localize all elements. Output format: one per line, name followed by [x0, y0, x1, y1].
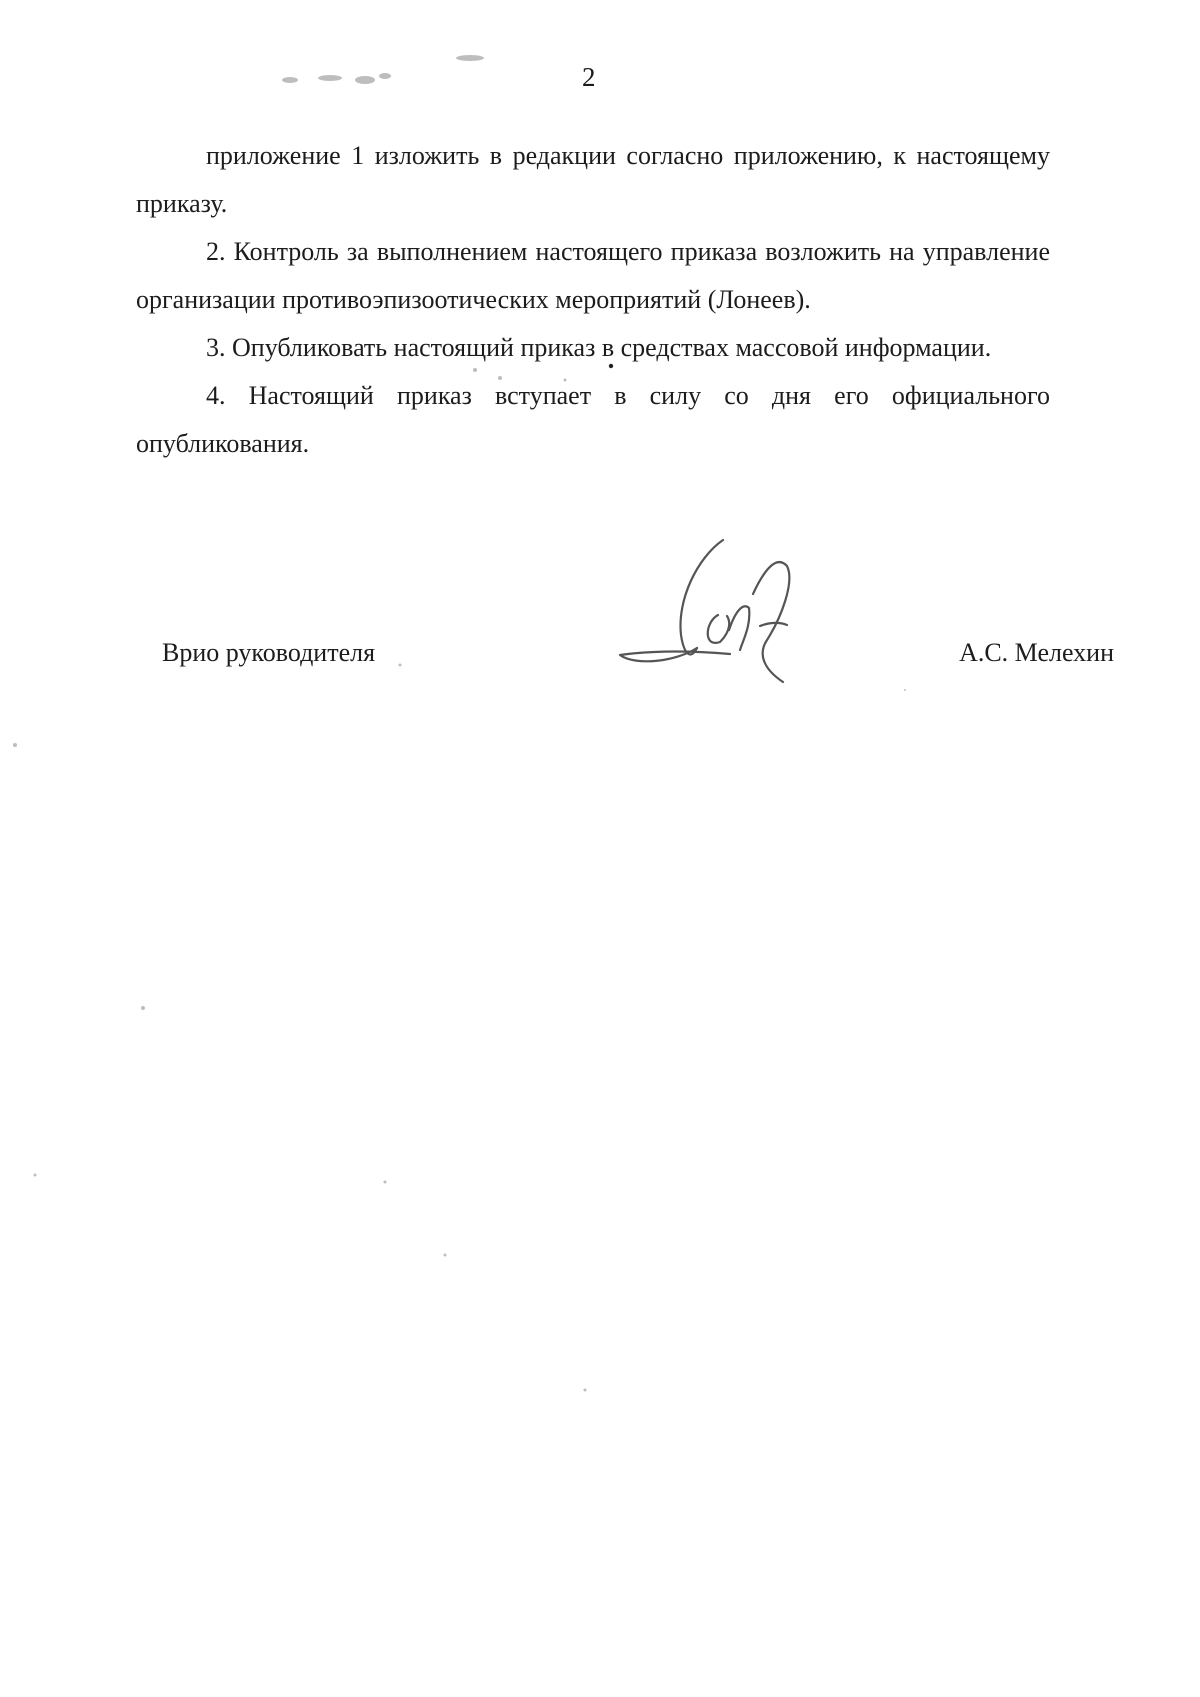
paragraph-item-3: 3. Опубликовать настоящий приказ в средствах массовой информации.: [206, 333, 992, 362]
paragraph-item-2: 2. Контроль за выполнением настоящего приказа возложить на управление организации противоэпизоотических мероприятий (Лонеев).: [136, 237, 1050, 314]
signature-block: [0, 530, 1200, 690]
document-body: [136, 132, 1050, 468]
signer-title: Врио руководителя: [162, 638, 376, 667]
paragraph-continuation: приложение 1 изложить в редакции согласно приложению, к настоящему приказу.: [136, 141, 1050, 218]
handwritten-signature: [615, 530, 830, 690]
paragraph-item-4: 4. Настоящий приказ вступает в силу со дня его официального опубликования.: [136, 381, 1050, 458]
signer-name: А.С. Мелехин: [959, 638, 1114, 667]
page-number: 2: [582, 62, 596, 92]
